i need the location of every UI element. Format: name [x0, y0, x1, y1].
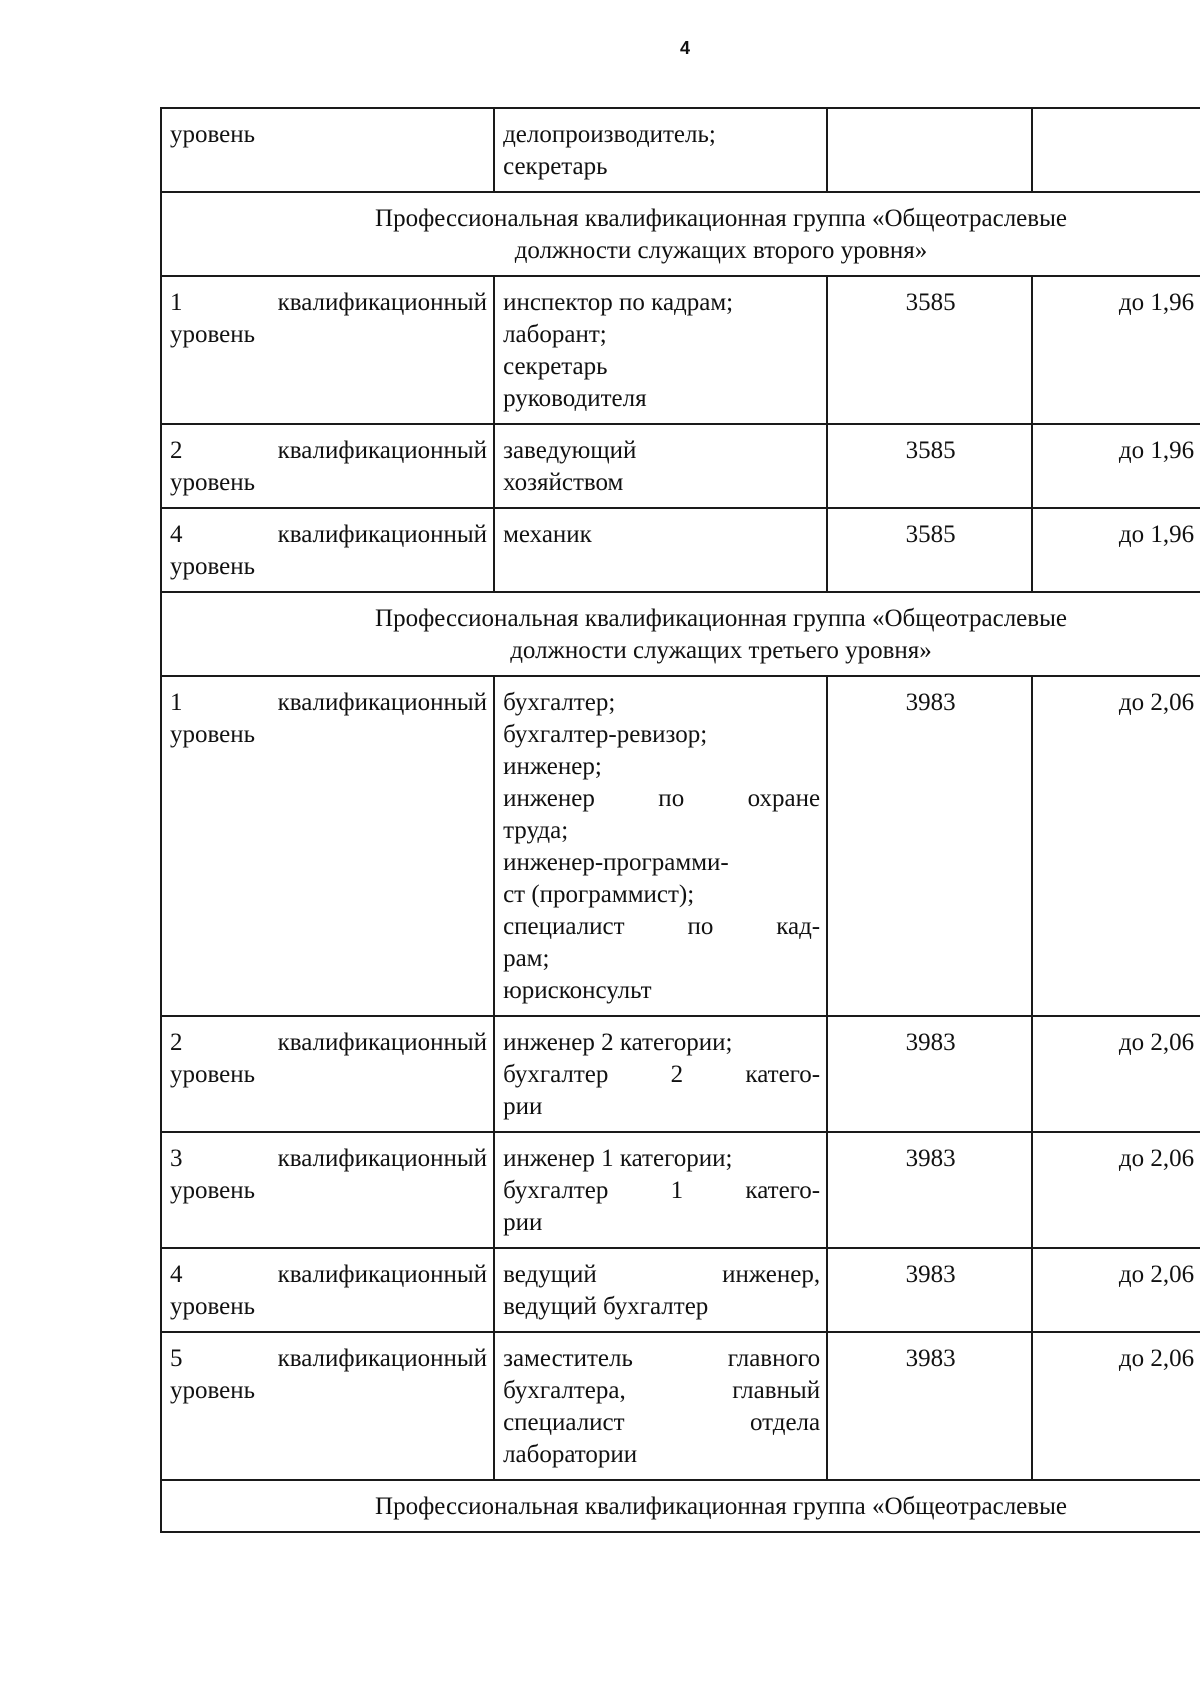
qualification-level-line: 4 квалификационный — [170, 1261, 488, 1288]
table-row — [161, 1332, 1200, 1480]
qualification-level-line: уровень — [170, 553, 256, 580]
coefficient-cell: до 1,96 — [1032, 276, 1200, 424]
group-header-line: Профессиональная квалификационная группа «Общеотраслевые — [375, 1493, 1067, 1520]
salary-cell: 3983 — [827, 1132, 1032, 1248]
position-line: руководителя — [503, 385, 647, 412]
table-row — [161, 1248, 1200, 1332]
position-line: бухгалтера, главный — [503, 1377, 821, 1404]
qualification-level-line: 4 квалификационный — [170, 521, 488, 548]
position-line: инженер 1 категории; — [503, 1145, 733, 1172]
group-header-cell — [161, 192, 1200, 276]
qualification-level-cell — [161, 508, 494, 592]
salary-cell: 3983 — [827, 676, 1032, 1016]
salary-cell: 3585 — [827, 276, 1032, 424]
qualification-level-line: уровень — [170, 1061, 256, 1088]
position-line: заведующий — [503, 437, 637, 464]
qualification-level-line: уровень — [170, 121, 256, 148]
salary-cell — [827, 108, 1032, 192]
position-line: механик — [503, 521, 592, 548]
position-line: бухгалтер 2 катего- — [503, 1061, 821, 1088]
qualification-level-cell — [161, 276, 494, 424]
coefficient-cell: до 1,96 — [1032, 424, 1200, 508]
position-line: бухгалтер-ревизор; — [503, 721, 708, 748]
group-header-row — [161, 192, 1200, 276]
coefficient-cell — [1032, 108, 1200, 192]
position-line: хозяйством — [503, 469, 624, 496]
qualification-level-cell — [161, 676, 494, 1016]
group-header-line: должности служащих третьего уровня» — [510, 637, 932, 664]
salary-cell: 3585 — [827, 424, 1032, 508]
positions-cell — [494, 1332, 827, 1480]
position-line: ведущий бухгалтер — [503, 1293, 709, 1320]
table-row — [161, 276, 1200, 424]
table-row — [161, 108, 1200, 192]
salary-cell: 3585 — [827, 508, 1032, 592]
qualification-level-cell — [161, 1248, 494, 1332]
position-line: инспектор по кадрам; — [503, 289, 734, 316]
position-line: специалист по кад- — [503, 913, 821, 940]
qualification-level-line: 2 квалификационный — [170, 1029, 488, 1056]
qualification-level-line: уровень — [170, 1377, 256, 1404]
position-line: секретарь — [503, 153, 608, 180]
qualification-level-cell — [161, 1132, 494, 1248]
table-row — [161, 424, 1200, 508]
coefficient-cell: до 2,06 — [1032, 1332, 1200, 1480]
group-header-cell — [161, 592, 1200, 676]
position-line: ст (программист); — [503, 881, 695, 908]
positions-cell — [494, 276, 827, 424]
position-line: инженер-программи- — [503, 849, 729, 876]
qualification-level-cell — [161, 1016, 494, 1132]
group-header-line: Профессиональная квалификационная группа «Общеотраслевые — [375, 205, 1067, 232]
position-line: рии — [503, 1209, 543, 1236]
qualification-level-line: 1 квалификационный — [170, 689, 488, 716]
coefficient-cell: до 1,96 — [1032, 508, 1200, 592]
positions-cell — [494, 676, 827, 1016]
group-header-line: должности служащих второго уровня» — [514, 237, 928, 264]
position-line: рии — [503, 1093, 543, 1120]
salary-cell: 3983 — [827, 1248, 1032, 1332]
group-header-row — [161, 592, 1200, 676]
positions-cell — [494, 508, 827, 592]
position-line: специалист отдела — [503, 1409, 821, 1436]
positions-cell — [494, 1132, 827, 1248]
position-line: ведущий инженер, — [503, 1261, 821, 1288]
position-line: инженер; — [503, 753, 602, 780]
position-line: бухгалтер 1 катего- — [503, 1177, 821, 1204]
table-row — [161, 676, 1200, 1016]
qualification-level-line: уровень — [170, 1177, 256, 1204]
position-line: рам; — [503, 945, 550, 972]
positions-cell — [494, 424, 827, 508]
table-row — [161, 1132, 1200, 1248]
qualification-level-cell — [161, 108, 494, 192]
group-header-cell — [161, 1480, 1200, 1532]
positions-cell — [494, 108, 827, 192]
qualification-level-line: уровень — [170, 721, 256, 748]
qualification-level-line: уровень — [170, 321, 256, 348]
qualification-level-cell — [161, 424, 494, 508]
salary-cell: 3983 — [827, 1016, 1032, 1132]
qualification-level-line: 5 квалификационный — [170, 1345, 488, 1372]
position-line: инженер 2 категории; — [503, 1029, 733, 1056]
position-line: бухгалтер; — [503, 689, 616, 716]
position-line: заместитель главного — [503, 1345, 821, 1372]
table-body — [161, 108, 1200, 1532]
position-line: делопроизводитель; — [503, 121, 716, 148]
coefficient-cell: до 2,06 — [1032, 1016, 1200, 1132]
qualification-level-line: 3 квалификационный — [170, 1145, 488, 1172]
group-header-line: Профессиональная квалификационная группа «Общеотраслевые — [375, 605, 1067, 632]
position-line: секретарь — [503, 353, 608, 380]
coefficient-cell: до 2,06 — [1032, 676, 1200, 1016]
position-line: лаборант; — [503, 321, 607, 348]
position-line: инженер по охране — [503, 785, 821, 812]
positions-cell — [494, 1248, 827, 1332]
qualification-level-line: 2 квалификационный — [170, 437, 488, 464]
table-row — [161, 508, 1200, 592]
position-line: лаборатории — [503, 1441, 638, 1468]
qualification-level-line: уровень — [170, 1293, 256, 1320]
qualification-table — [160, 107, 1200, 1533]
positions-cell — [494, 1016, 827, 1132]
qualification-level-cell — [161, 1332, 494, 1480]
coefficient-cell: до 2,06 — [1032, 1132, 1200, 1248]
position-line: юрисконсульт — [503, 977, 652, 1004]
group-header-row — [161, 1480, 1200, 1532]
position-line: труда; — [503, 817, 569, 844]
salary-cell: 3983 — [827, 1332, 1032, 1480]
table-row — [161, 1016, 1200, 1132]
qualification-level-line: уровень — [170, 469, 256, 496]
qualification-level-line: 1 квалификационный — [170, 289, 488, 316]
coefficient-cell: до 2,06 — [1032, 1248, 1200, 1332]
page-number: 4 — [679, 38, 690, 58]
